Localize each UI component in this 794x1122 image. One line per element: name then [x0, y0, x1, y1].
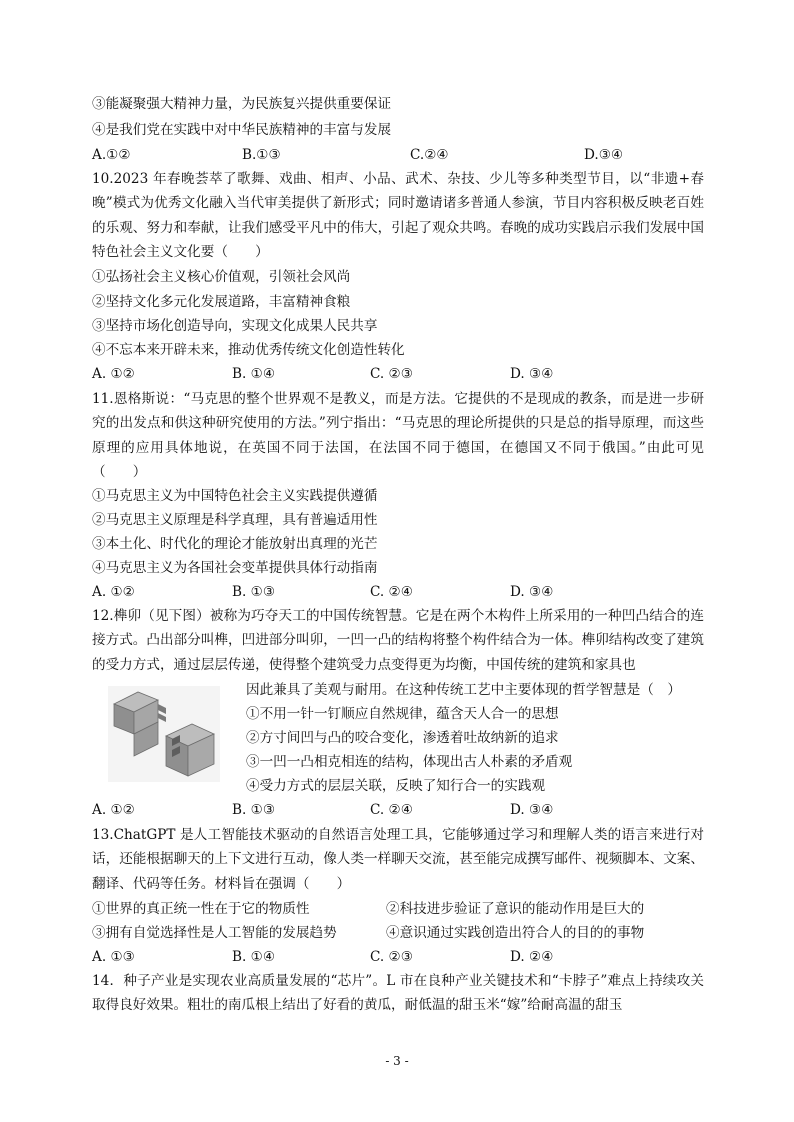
q12-statement-2: ②方寸间凹与凸的咬合变化，渗透着吐故纳新的追求: [246, 730, 559, 746]
q13-option-c: C. ②③: [370, 949, 413, 965]
q10-statement-4: ④不忘本来开辟未来，推动优秀传统文化创造性转化: [92, 342, 405, 358]
q12-statement-4: ④受力方式的层层关联，反映了知行合一的实践观: [246, 778, 546, 794]
q11-option-d: D. ③④: [510, 584, 554, 600]
q9-option-d: D.③④: [584, 147, 624, 163]
q12-option-c: C. ②④: [370, 802, 413, 818]
q12-option-d: D. ③④: [510, 802, 554, 818]
q12-stem-tail: 因此兼具了美观与耐用。在这种传统工艺中主要体现的哲学智慧是（ ）: [246, 682, 681, 698]
q12-statement-3: ③一凹一凸相克相连的结构，体现出古人朴素的矛盾观: [246, 754, 573, 770]
q13-statement-row-1: [92, 897, 704, 921]
q9-statement-4: ④是我们党在实践中对中华民族精神的丰富与发展: [92, 122, 392, 138]
q12-option-a: A. ①②: [92, 802, 135, 818]
q11-options: [92, 580, 704, 604]
q11-option-a: A. ①②: [92, 584, 135, 600]
q11-option-c: C. ②④: [370, 584, 413, 600]
mortise-tenon-illustration: [108, 686, 220, 782]
q12-statement-1: ①不用一针一钉顺应自然规律，蕴含天人合一的思想: [246, 706, 559, 722]
q10-option-d: D. ③④: [510, 366, 554, 382]
q10-option-c: C. ②③: [370, 366, 413, 382]
q13-statement-row-2: [92, 921, 704, 945]
q12-option-b: B. ①③: [232, 802, 276, 818]
q13-stem: 13.ChatGPT 是人工智能技术驱动的自然语言处理工具，它能够通过学习和理解人类的语言来进行对话，还能根据聊天的上下文进行互动，像人类一样聊天交流，甚至能完成撰写邮件、视频脚本、文案、翻译、代码等任务。材料旨在强调（ ）: [92, 827, 704, 892]
q10-statement-3: ③坚持市场化创造导向，实现文化成果人民共享: [92, 318, 378, 334]
q9-option-c: C.②④: [410, 147, 449, 163]
q13-statement-3: ③拥有自觉选择性是人工智能的发展趋势: [92, 925, 337, 941]
q14-stem: 14．种子产业是实现农业高质量发展的“芯片”。L 市在良种产业关键技术和“卡脖子”难点上持续攻关取得良好效果。粗壮的南瓜根上结出了好看的黄瓜，耐低温的甜玉米“嫁”给耐高温的甜玉: [92, 973, 704, 1014]
q9-option-a: A.①②: [92, 147, 131, 163]
q10-statement-1: ①弘扬社会主义核心价值观，引领社会风尚: [92, 269, 351, 285]
q13-statement-2: ②科技进步验证了意识的能动作用是巨大的: [386, 901, 645, 917]
q13-options: [92, 945, 704, 969]
q10-option-b: B. ①④: [232, 366, 276, 382]
q10-stem: 10.2023 年春晚荟萃了歌舞、戏曲、相声、小品、武术、杂技、少儿等多种类型节目，以“非遗+春晚”模式为优秀文化融入当代审美提供了新形式；同时邀请诸多普通人参演，节目内容积极反映老百姓的乐观、努力和奉献，让我们感受平凡中的伟大，引起了观众共鸣。春晚的成功实践启示我们发展中国特色社会主义文化要（ ）: [92, 171, 704, 260]
q12-stem: 12.榫卯（见下图）被称为巧夺天工的中国传统智慧。它是在两个木构件上所采用的一种凹凸结合的连接方式。凸出部分叫榫，凹进部分叫卯，一凹一凸的结构将整个构件结合为一体。榫卯结构改变了建筑的受力方式，通过层层传递，使得整个建筑受力点变得更为均衡，中国传统的建筑和家具也: [92, 608, 704, 673]
q9-options: [92, 143, 704, 167]
q13-statement-4: ④意识通过实践创造出符合人的目的的事物: [386, 925, 645, 941]
q13-option-a: A. ①③: [92, 949, 135, 965]
q11-option-b: B. ①③: [232, 584, 276, 600]
q10-option-a: A. ①②: [92, 366, 135, 382]
q13-option-b: B. ①④: [232, 949, 276, 965]
q11-statement-3: ③本土化、时代化的理论才能放射出真理的光芒: [92, 536, 378, 552]
q10-statement-2: ②坚持文化多元化发展道路，丰富精神食粮: [92, 294, 351, 310]
q11-statement-2: ②马克思主义原理是科学真理，具有普遍适用性: [92, 512, 378, 528]
q9-statement-3: ③能凝聚强大精神力量，为民族复兴提供重要保证: [92, 96, 392, 112]
q9-option-b: B.①③: [242, 147, 281, 163]
q13-option-d: D. ②④: [510, 949, 554, 965]
q11-stem: 11.恩格斯说：“马克思的整个世界观不是教义，而是方法。它提供的不是现成的教条，而是进一步研究的出发点和供这种研究使用的方法。”列宁指出：“马克思的理论所提供的只是总的指导原理，而这些原理的应用具体地说，在英国不同于法国，在法国不同于德国，在德国又不同于俄国。”由此可见（ ）: [92, 391, 704, 480]
q11-statement-1: ①马克思主义为中国特色社会主义实践提供遵循: [92, 488, 378, 504]
q10-options: [92, 362, 704, 386]
q11-statement-4: ④马克思主义为各国社会变革提供具体行动指南: [92, 560, 378, 576]
q13-statement-1: ①世界的真正统一性在于它的物质性: [92, 901, 310, 917]
q12-options: [92, 798, 704, 822]
mortise-tenon-figure: [108, 686, 220, 782]
page-number: - 3 -: [385, 1054, 409, 1068]
